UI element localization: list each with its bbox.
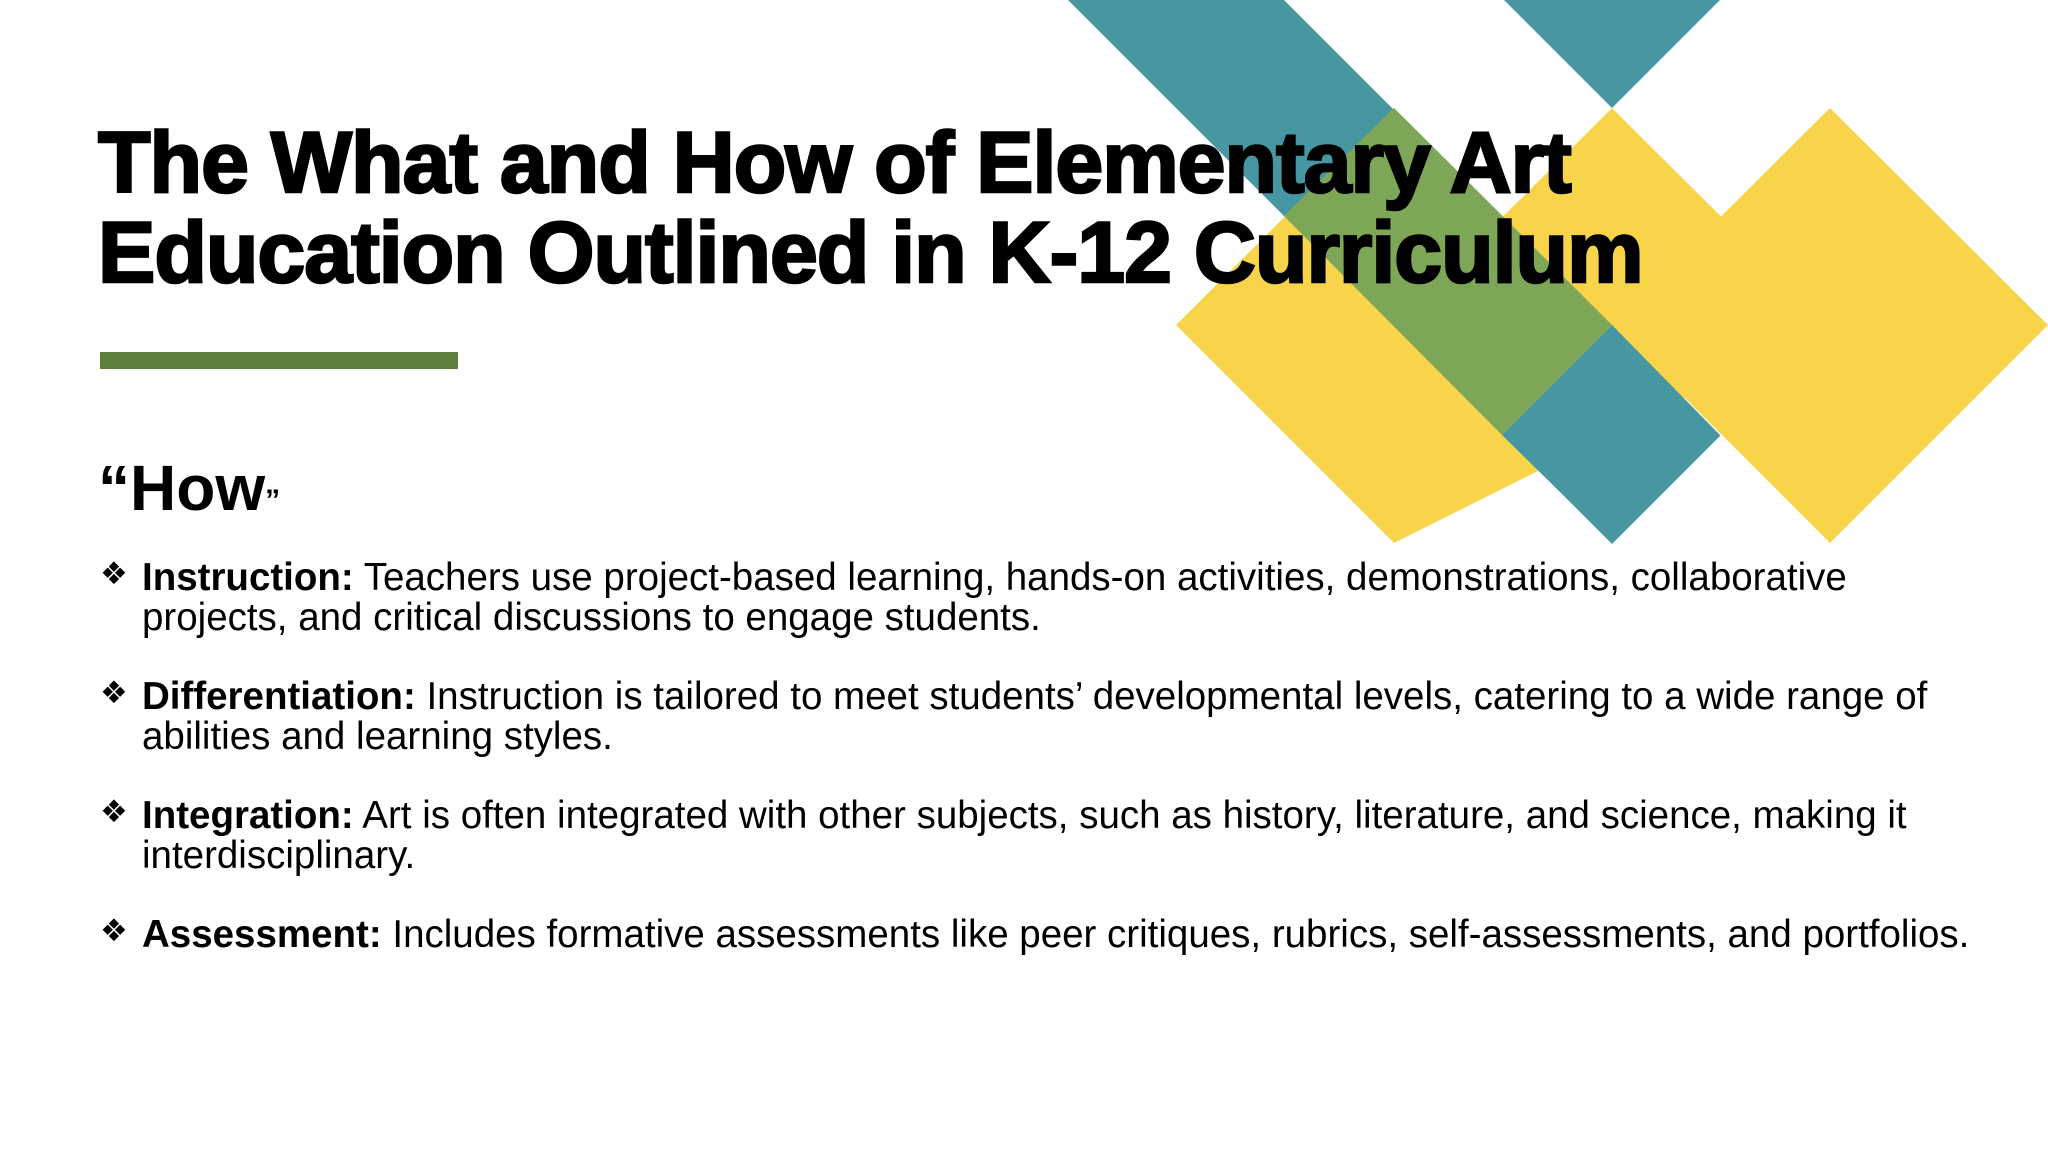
four-diamond-bullet-icon: ❖ (100, 675, 128, 711)
bullet-list (100, 558, 1980, 994)
bullet-text: Includes formative assessments like peer critiques, rubrics, self-assessments, and portfolios. (381, 913, 1970, 956)
teal-top-triangle (1504, 0, 1720, 108)
bullet-term: Instruction: (142, 556, 354, 599)
bullet-term: Assessment: (142, 913, 382, 956)
title-accent-rule (100, 352, 458, 369)
subheading-text: “How (98, 452, 266, 524)
four-diamond-bullet-icon: ❖ (100, 556, 128, 592)
bullet-text: Teachers use project-based learning, hands-on activities, demonstrations, collaborative projects, and critical discussions to engage students. (142, 556, 1847, 639)
bullet-text: Instruction is tailored to meet students’ developmental levels, catering to a wide range of abilities and learning styles. (142, 675, 1928, 758)
bullet-term: Integration: (142, 794, 354, 837)
slide-title-line-1: The What and How of Elementary Art (98, 115, 1571, 211)
subheading-closing-quote: ” (265, 484, 281, 517)
slide-title (98, 115, 1798, 301)
list-item (100, 558, 1980, 638)
four-diamond-bullet-icon: ❖ (100, 794, 128, 830)
list-item (100, 677, 1980, 757)
bullet-text: Art is often integrated with other subjects, such as history, literature, and science, making it interdisciplinary. (142, 794, 1907, 877)
slide-title-line-2: Education Outlined in K-12 Curriculum (98, 205, 1643, 301)
list-item (100, 796, 1980, 876)
section-subheading (98, 450, 280, 539)
list-item (100, 915, 1980, 955)
four-diamond-bullet-icon: ❖ (100, 913, 128, 949)
bullet-term: Differentiation: (142, 675, 416, 718)
